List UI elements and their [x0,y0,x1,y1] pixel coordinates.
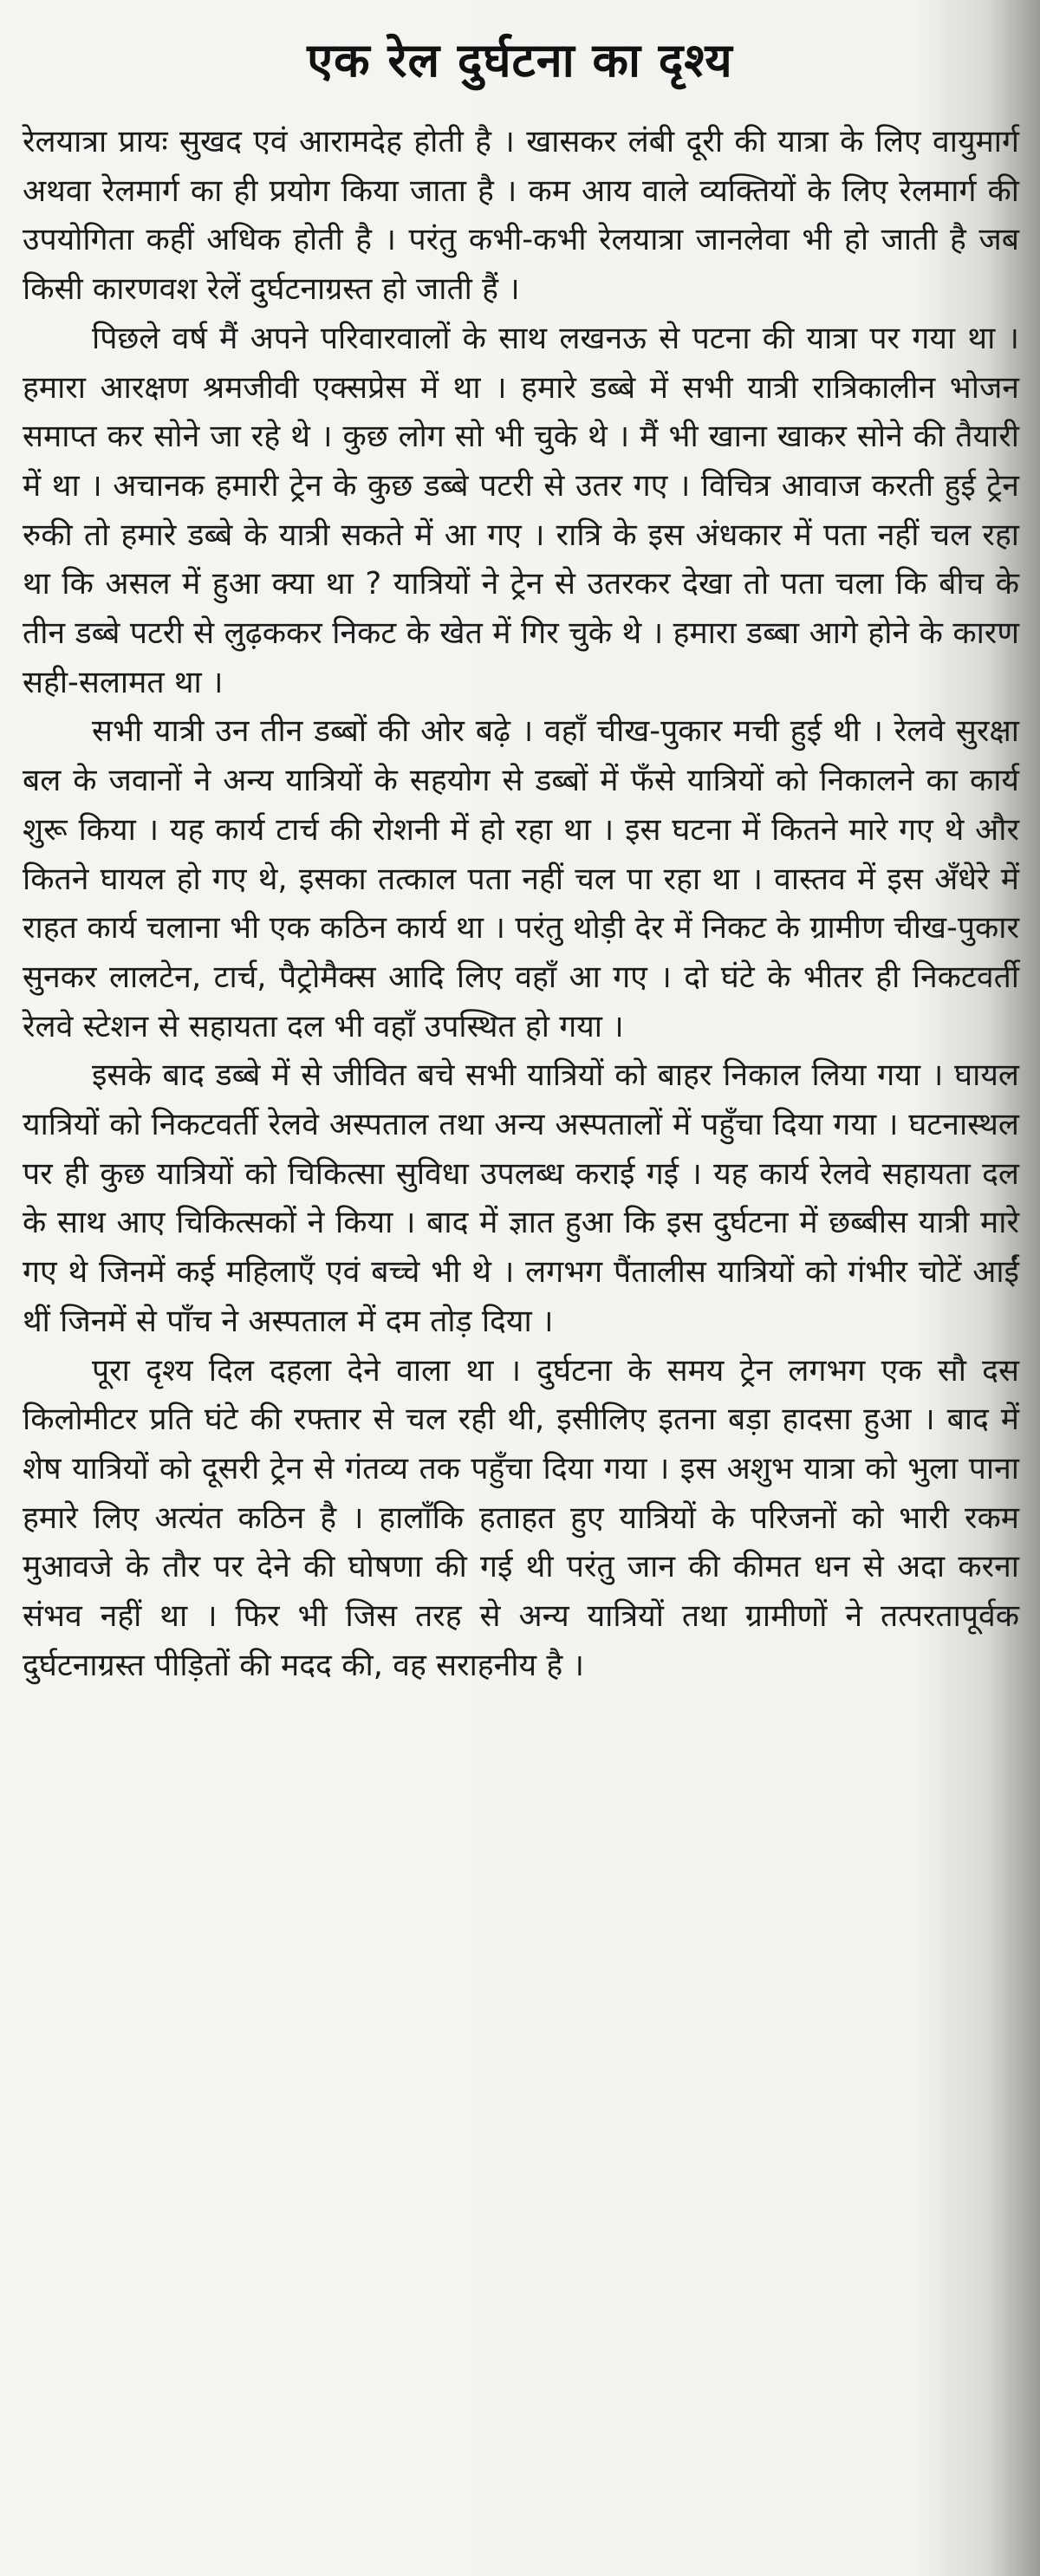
paragraph-5: पूरा दृश्य दिल दहला देने वाला था । दुर्घटना के समय ट्रेन लगभग एक सौ दस किलोमीटर प्रति घंटे की रफ्तार से चल रही थी, इसीलिए इतना बड़ा हादसा हुआ । बाद में शेष यात्रियों को दूसरी ट्रेन से गंतव्य तक पहुँचा दिया गया । इस अशुभ यात्रा को भुला पाना हमारे लिए अत्यंत कठिन है । हालाँकि हताहत हुए यात्रियों के परिजनों को भारी रकम मुआवजे के तौर पर देने की घोषणा की गई थी परंतु जान की कीमत धन से अदा करना संभव नहीं था । फिर भी जिस तरह से अन्य यात्रियों तथा ग्रामीणों ने तत्परतापूर्वक दुर्घटनाग्रस्त पीड़ितों की मदद की, वह सराहनीय है । [23,1352,1019,1683]
paragraph-2: पिछले वर्ष मैं अपने परिवारवालों के साथ लखनऊ से पटना की यात्रा पर गया था । हमारा आरक्षण श्रमजीवी एक्सप्रेस में था । हमारे डब्बे में सभी यात्री रात्रिकालीन भोजन समाप्त कर सोने जा रहे थे । कुछ लोग सो भी चुके थे । मैं भी खाना खाकर सोने की तैयारी में था । अचानक हमारी ट्रेन के कुछ डब्बे पटरी से उतर गए । विचित्र आवाज करती हुई ट्रेन रुकी तो हमारे डब्बे के यात्री सकते में आ गए । रात्रि के इस अंधकार में पता नहीं चल रहा था कि असल में हुआ क्या था ? यात्रियों ने ट्रेन से उतरकर देखा तो पता चला कि बीच के तीन डब्बे पटरी से लुढ़ककर निकट के खेत में गिर चुके थे । हमारा डब्बा आगे होने के कारण सही-सलामत था । [23,320,1019,700]
paragraph-4: इसके बाद डब्बे में से जीवित बचे सभी यात्रियों को बाहर निकाल लिया गया । घायल यात्रियों को निकटवर्ती रेलवे अस्पताल तथा अन्य अस्पतालों में पहुँचा दिया गया । घटनास्थल पर ही कुछ यात्रियों को चिकित्सा सुविधा उपलब्ध कराई गई । यह कार्य रेलवे सहायता दल के साथ आए चिकित्सकों ने किया । बाद में ज्ञात हुआ कि इस दुर्घटना में छब्बीस यात्री मारे गए थे जिनमें कई महिलाएँ एवं बच्चे भी थे । लगभग पैंतालीस यात्रियों को गंभीर चोटें आईं थीं जिनमें से पाँच ने अस्पताल में दम तोड़ दिया । [23,1057,1019,1339]
paragraph-1: रेलयात्रा प्रायः सुखद एवं आरामदेह होती है । खासकर लंबी दूरी की यात्रा के लिए वायुमार्ग अथवा रेलमार्ग का ही प्रयोग किया जाता है । कम आय वाले व्यक्तियों के लिए रेलमार्ग की उपयोगिता कहीं अधिक होती है । परंतु कभी-कभी रेलयात्रा जानलेवा भी हो जाती है जब किसी कारणवश रेलें दुर्घटनाग्रस्त हो जाती हैं । [23,124,1019,308]
paragraph-3: सभी यात्री उन तीन डब्बों की ओर बढ़े । वहाँ चीख-पुकार मची हुई थी । रेलवे सुरक्षा बल के जवानों ने अन्य यात्रियों के सहयोग से डब्बों में फँसे यात्रियों को निकालने का कार्य शुरू किया । यह कार्य टार्च की रोशनी में हो रहा था । इस घटना में कितने मारे गए थे और कितने घायल हो गए थे, इसका तत्काल पता नहीं चल पा रहा था । वास्तव में इस अँधेरे में राहत कार्य चलाना भी एक कठिन कार्य था । परंतु थोड़ी देर में निकट के ग्रामीण चीख-पुकार सुनकर लालटेन, टार्च, पैट्रोमैक्स आदि लिए वहाँ आ गए । दो घंटे के भीतर ही निकटवर्ती रेलवे स्टेशन से सहायता दल भी वहाँ उपस्थित हो गया । [23,713,1019,1044]
essay-body [23,118,1019,1691]
essay-title: एक रेल दुर्घटना का दृश्य [307,33,733,88]
